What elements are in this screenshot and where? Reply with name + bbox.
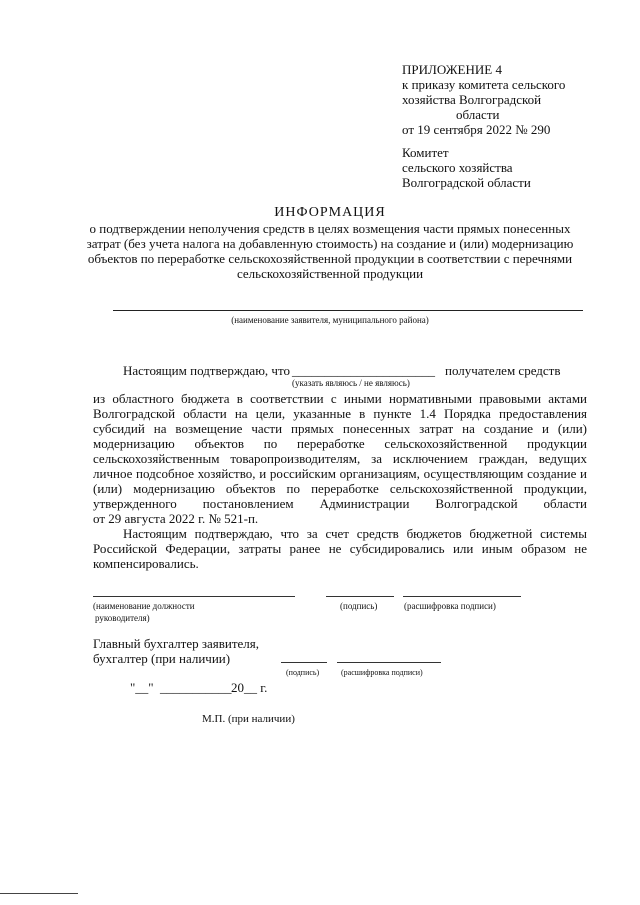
addressee-line: Волгоградской области (402, 175, 531, 190)
body-line: Настоящим подтверждаю, что за счет средств бюджетов бюджетной системы (123, 526, 587, 541)
body-line: утвержденного постановлением Администрации Волгоградской области (93, 496, 587, 511)
position-line (93, 596, 295, 597)
confirm-text: получателем средств (445, 363, 561, 378)
body-line: компенсировались. (93, 556, 199, 571)
appendix-number: ПРИЛОЖЕНИЕ 4 (402, 62, 502, 77)
confirm-text: Настоящим подтверждаю, что (123, 363, 290, 378)
accountant-label: бухгалтер (при наличии) (93, 651, 231, 666)
body-line: Волгоградской области на цели, указанные в пункте 1.4 Порядка предоставления (93, 406, 587, 421)
body-line: модернизацию объектов по переработке сельскохозяйственной продукции (93, 436, 587, 451)
confirm-blank: ______________________ (292, 363, 435, 378)
addressee-line: сельского хозяйства (402, 160, 513, 175)
body-line: (или) модернизацию объектов по переработке сельскохозяйственной продукции, (93, 481, 587, 496)
applicant-name-line (113, 310, 583, 311)
subtitle-line: о подтверждении неполучения средств в целях возмещения части прямых понесенных (89, 221, 571, 236)
date-day: "__" (130, 680, 154, 695)
subtitle-line: затрат (без учета налога на добавленную стоимость) на создание и (или) модернизацию (86, 236, 574, 251)
appendix-order-line: области (456, 107, 500, 122)
body-line: субсидий на возмещение части прямых понесенных затрат на создание и (или) (93, 421, 587, 436)
body-line: личное подсобное хозяйство, и российским организациям, осуществляющим создание и (93, 466, 587, 481)
decoding-line (403, 596, 521, 597)
position-caption: (наименование должности (93, 601, 195, 611)
body-line: сельскохозяйственным товаропроизводителям, за исключением граждан, ведущих (93, 451, 587, 466)
date-year: 20__ г. (231, 680, 268, 695)
appendix-order-line: хозяйства Волгоградской (402, 92, 542, 107)
signature-caption: (подпись) (340, 601, 378, 611)
addressee-line: Комитет (402, 145, 449, 160)
accountant-signature-line (281, 662, 327, 663)
appendix-order-date: от 19 сентября 2022 № 290 (402, 122, 551, 137)
subtitle-line: сельскохозяйственной продукции (236, 266, 424, 281)
body-line: от 29 августа 2022 г. № 521-п. (93, 511, 259, 526)
date-month: ___________ (160, 680, 232, 695)
accountant-decoding-line (337, 662, 441, 663)
position-caption: руководителя) (95, 613, 150, 623)
subtitle-line: объектов по переработке сельскохозяйственной продукции в соответствии с перечнями (87, 251, 573, 266)
signature-line (326, 596, 394, 597)
scan-edge-mark (0, 893, 78, 894)
accountant-decoding-caption: (расшифровка подписи) (341, 668, 423, 677)
appendix-order-line: к приказу комитета сельского (402, 77, 566, 92)
applicant-caption: (наименование заявителя, муниципального района) (231, 315, 429, 325)
confirm-caption: (указать являюсь / не являюсь) (292, 378, 410, 388)
body-line: из областного бюджета в соответствии с иными нормативными правовыми актами (93, 391, 587, 406)
document-title: ИНФОРМАЦИЯ (274, 205, 386, 220)
decoding-caption: (расшифровка подписи) (404, 601, 496, 611)
accountant-label: Главный бухгалтер заявителя, (93, 636, 260, 651)
stamp-note: М.П. (при наличии) (202, 713, 295, 725)
body-line: Российской Федерации, затраты ранее не субсидировались или иным образом не (93, 541, 587, 556)
accountant-signature-caption: (подпись) (286, 668, 320, 677)
